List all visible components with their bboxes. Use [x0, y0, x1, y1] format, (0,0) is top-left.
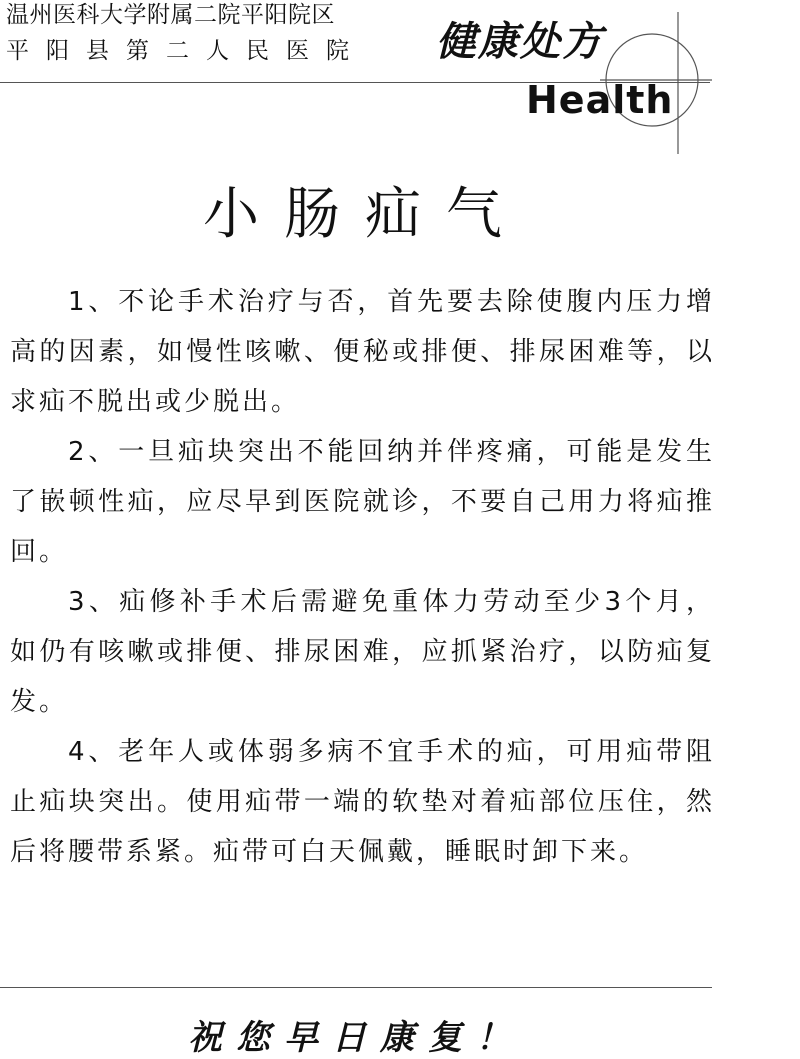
advice-paragraph-2: 2、一旦疝块突出不能回纳并伴疼痛，可能是发生了嵌顿性疝，应尽早到医院就诊，不要自己用力将疝推回。	[10, 437, 715, 567]
hospital-name-line1: 温州医科大学附属二院平阳院区	[6, 2, 335, 28]
closing-wish: 祝您早日康复！	[188, 1018, 524, 1058]
footer-divider	[0, 987, 712, 988]
advice-paragraph-3: 3、疝修补手术后需避免重体力劳动至少3个月，如仍有咳嗽或排便、排尿困难，应抓紧治疗，以防疝复发。	[10, 587, 715, 717]
brand-title-en: Health	[526, 78, 674, 122]
hospital-name-line2: 平阳县第二人民医院	[6, 38, 366, 64]
advice-paragraph-4: 4、老年人或体弱多病不宜手术的疝，可用疝带阻止疝块突出。使用疝带一端的软垫对着疝部位压住，然后将腰带系紧。疝带可白天佩戴，睡眠时卸下来。	[10, 737, 715, 867]
page-title: 小肠疝气	[203, 182, 527, 247]
brand-title-cn: 健康处方	[436, 18, 604, 65]
advice-paragraph-1: 1、不论手术治疗与否，首先要去除使腹内压力增高的因素，如慢性咳嗽、便秘或排便、排尿困难等，以求疝不脱出或少脱出。	[10, 287, 715, 417]
advice-content	[10, 277, 715, 877]
